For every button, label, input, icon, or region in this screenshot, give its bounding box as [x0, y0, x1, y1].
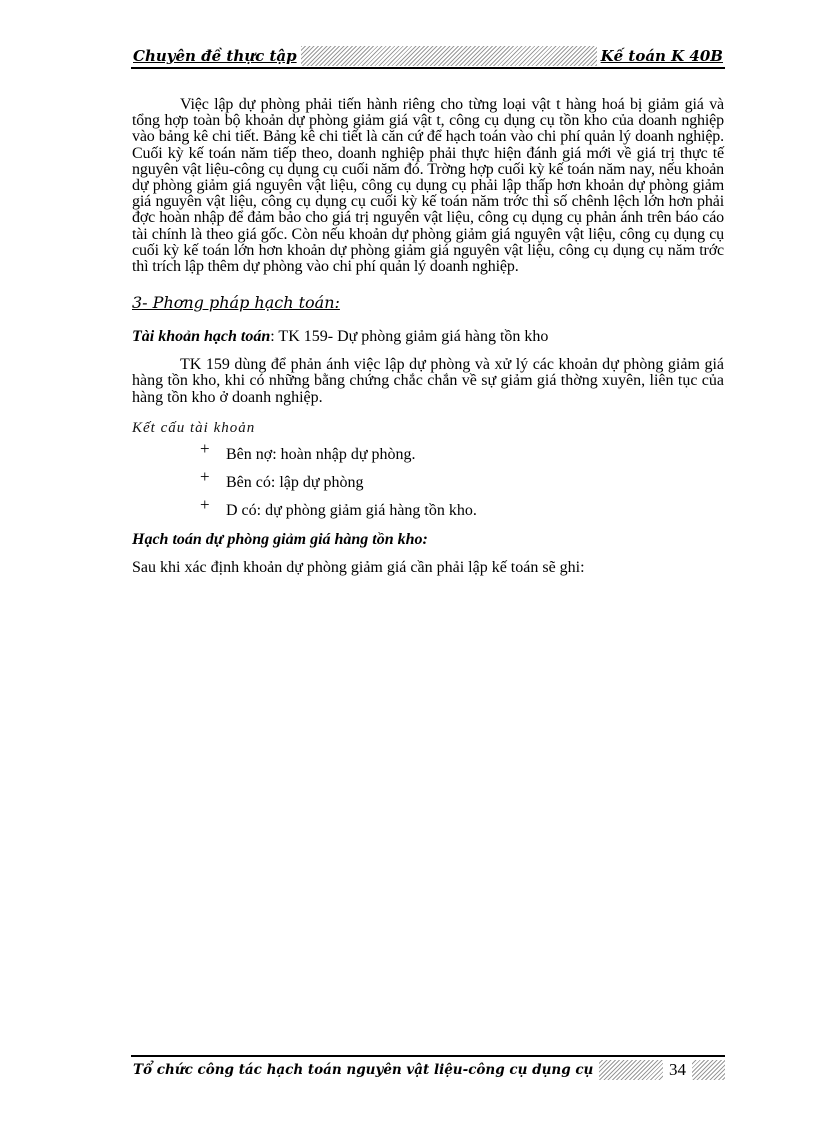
- footer-title: Tổ chức công tác hạch toán nguyên vật liệu-công cụ dụng cụ: [131, 1060, 599, 1080]
- structure-title: Kết cấu tài khoản: [132, 419, 256, 436]
- list-item-text: Bên nợ: hoàn nhập dự phòng.: [226, 445, 416, 463]
- plus-bullet-icon: +: [200, 438, 210, 458]
- closing-sentence: Sau khi xác định khoản dự phòng giảm giá cần phải lập kế toán sẽ ghi:: [132, 558, 585, 576]
- account-label: Tài khoản hạch toán: [132, 328, 271, 346]
- page-header: [131, 46, 725, 68]
- plus-bullet-icon: +: [200, 466, 210, 486]
- list-item-text: Bên có: lập dự phòng: [226, 473, 364, 491]
- list-item: [200, 466, 724, 492]
- page-footer: [131, 1055, 725, 1081]
- account-text: : TK 159- Dự phòng giảm giá hàng tồn kho: [270, 328, 549, 346]
- page-number: 34: [663, 1060, 692, 1080]
- list-item: [200, 438, 724, 464]
- header-rule: [131, 67, 725, 69]
- section-title: 3- Phơng pháp hạch toán:: [132, 293, 340, 313]
- subsection-title: Hạch toán dự phòng giảm giá hàng tồn kho:: [132, 530, 428, 548]
- header-left-title: Chuyên đề thực tập: [131, 46, 301, 66]
- footer-rule: [131, 1055, 725, 1057]
- paragraph-account-description: TK 159 dùng để phản ánh việc lập dự phòng và xử lý các khoản dự phòng giảm giá hàng tồn kho, khi có những bằng chứng chắc chắn về sự giảm giá thờng xuyên, liên tục của hàng tồn kho ở doanh nghiệp.: [132, 356, 724, 406]
- list-item-text: D có: dự phòng giảm giá hàng tồn kho.: [226, 501, 477, 519]
- plus-bullet-icon: +: [200, 494, 210, 514]
- list-item: [200, 494, 724, 520]
- header-right-title: Kế toán K 40B: [597, 46, 725, 66]
- account-line: [132, 327, 724, 347]
- page-body: [132, 97, 724, 578]
- structure-list: [132, 438, 724, 520]
- paragraph-provision-setup: Việc lập dự phòng phải tiến hành riêng cho từng loại vật t hàng hoá bị giảm giá và tổng hợp toàn bộ khoản dự phòng giảm giá vật t, công cụ dụng cụ tồn kho của doanh nghiệp vào bảng kê chi tiết. Bảng kê chi tiết là căn cứ để hạch toán vào chi phí quản lý doanh nghiệp. Cuối kỳ kế toán năm tiếp theo, doanh nghiệp phải thực hiện đánh giá mới về giá trị thực tế nguyên vật liệu-công cụ dụng cụ cuối năm đó. Trờng hợp cuối kỳ kế toán năm nay, nếu khoản dự phòng giảm giá nguyên vật liệu, công cụ dụng cụ phải lập thấp hơn khoản dự phòng giảm giá nguyên vật liệu, công cụ dụng cụ cuối kỳ kế toán năm trớc thì số chênh lệch lớn hơn phải đợc hoàn nhập để đảm bảo cho giá trị nguyên vật liệu, công cụ dụng cụ phản ánh trên báo cáo tài chính là theo giá gốc. Còn nếu khoản dự phòng giảm giá nguyên vật liệu, công cụ dụng cụ cuối kỳ kế toán lớn hơn khoản dự phòng giảm giá nguyên vật liệu, công cụ dụng cụ năm trớc thì trích lập thêm dự phòng vào chi phí quản lý doanh nghiệp.: [132, 96, 724, 276]
